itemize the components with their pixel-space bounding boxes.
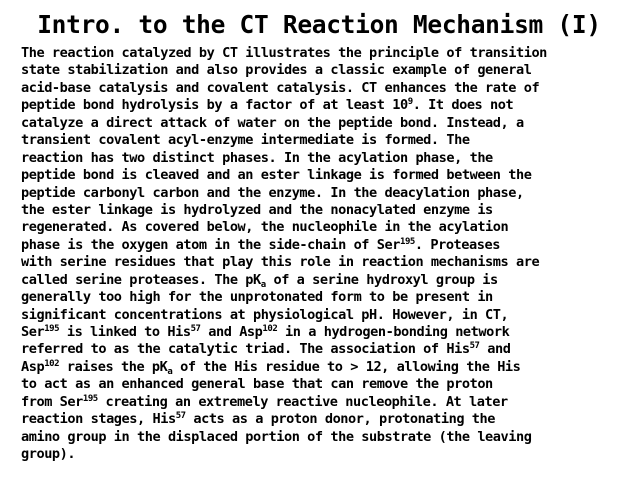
body-text-segment: and Asp: [200, 324, 263, 340]
subscript: a: [260, 279, 266, 290]
body-line: [21, 237, 625, 254]
body-text-segment: of the His residue to > 12, allowing the His: [172, 358, 521, 375]
body-line: [21, 446, 625, 463]
superscript: 57: [175, 411, 186, 422]
subscript: a: [167, 366, 173, 377]
superscript: 9: [407, 97, 413, 108]
body-line: [21, 115, 625, 132]
body-text-segment: from Ser: [21, 393, 83, 410]
body-text-segment: the ester linkage is hydrolyzed and the nonacylated enzyme is: [21, 201, 493, 218]
body-line: [21, 219, 625, 236]
body-text-segment: significant concentrations at physiological pH. However, in CT,: [21, 306, 509, 323]
body-text-segment: in a hydrogen-bonding network: [277, 324, 510, 340]
body-line: [21, 359, 625, 376]
body-text-segment: Asp: [21, 358, 45, 375]
body-line: [21, 150, 625, 167]
body-line: [21, 185, 625, 202]
body-text-segment: group).: [21, 446, 76, 463]
body-text-segment: to act as an enhanced general base that can remove the proton: [21, 376, 493, 393]
body-text-segment: The reaction catalyzed by CT illustrates the principle of transition: [21, 45, 547, 61]
body-line: [21, 97, 625, 114]
body-line: [21, 272, 625, 289]
body-text-segment: called serine proteases. The pK: [21, 271, 261, 288]
body-text-segment: acid-base catalysis and covalent catalysis. CT enhances the rate of: [21, 79, 540, 96]
body-line: [21, 254, 625, 271]
body-text-segment: state stabilization and also provides a classic example of general: [21, 62, 532, 79]
body-line: [21, 45, 625, 62]
superscript: 57: [469, 341, 480, 352]
body-text-segment: amino group in the displaced portion of the substrate (the leaving: [21, 428, 532, 445]
body-line: [21, 202, 625, 219]
body-text-segment: reaction stages, His: [21, 411, 176, 428]
slide-body-text: [21, 45, 625, 464]
body-text-segment: . Proteases: [414, 236, 500, 253]
body-text-segment: of a serine hydroxyl group is: [265, 271, 498, 288]
body-text-segment: with serine residues that play this role in reaction mechanisms are: [21, 254, 540, 271]
body-line: [21, 289, 625, 306]
slide-title: Intro. to the CT Reaction Mechanism (I): [37, 10, 601, 39]
body-text-segment: reaction has two distinct phases. In the acylation phase, the: [21, 149, 493, 166]
body-line: [21, 167, 625, 184]
body-text-segment: regenerated. As covered below, the nucleophile in the acylation: [21, 219, 509, 236]
body-text-segment: transient covalent acyl-enzyme intermediate is formed. The: [21, 132, 470, 149]
body-line: [21, 411, 625, 428]
body-line: [21, 80, 625, 97]
body-text-segment: generally too high for the unprotonated form to be present in: [21, 289, 493, 306]
body-line: [21, 324, 625, 341]
body-text-segment: Ser: [21, 324, 45, 340]
superscript: 195: [399, 236, 415, 247]
superscript: 102: [262, 324, 278, 334]
body-line: [21, 429, 625, 446]
body-text-segment: acts as a proton donor, protonating the: [185, 411, 495, 428]
body-line: [21, 132, 625, 149]
body-line: [21, 307, 625, 324]
superscript: 102: [44, 358, 60, 369]
body-text-segment: and: [479, 341, 511, 358]
body-text-segment: referred to as the catalytic triad. The association of His: [21, 341, 470, 358]
body-text-segment: raises the pK: [59, 358, 168, 375]
body-line: [21, 341, 625, 358]
superscript: 195: [44, 324, 60, 334]
body-text-segment: catalyze a direct attack of water on the peptide bond. Instead, a: [21, 114, 524, 131]
superscript: 195: [82, 393, 98, 404]
body-text-segment: peptide carbonyl carbon and the enzyme. In the deacylation phase,: [21, 184, 524, 201]
body-line: [21, 62, 625, 79]
body-line: [21, 376, 625, 393]
body-text-segment: peptide bond hydrolysis by a factor of at least 10: [21, 97, 408, 114]
superscript: 57: [190, 324, 201, 334]
body-text-segment: phase is the oxygen atom in the side-chain of Ser: [21, 236, 400, 253]
body-text-segment: . It does not: [412, 97, 514, 114]
body-text-segment: is linked to His: [59, 324, 191, 340]
body-text-segment: peptide bond is cleaved and an ester linkage is formed between the: [21, 167, 532, 184]
body-text-segment: creating an extremely reactive nucleophile. At later: [97, 393, 508, 410]
body-line: [21, 394, 625, 411]
